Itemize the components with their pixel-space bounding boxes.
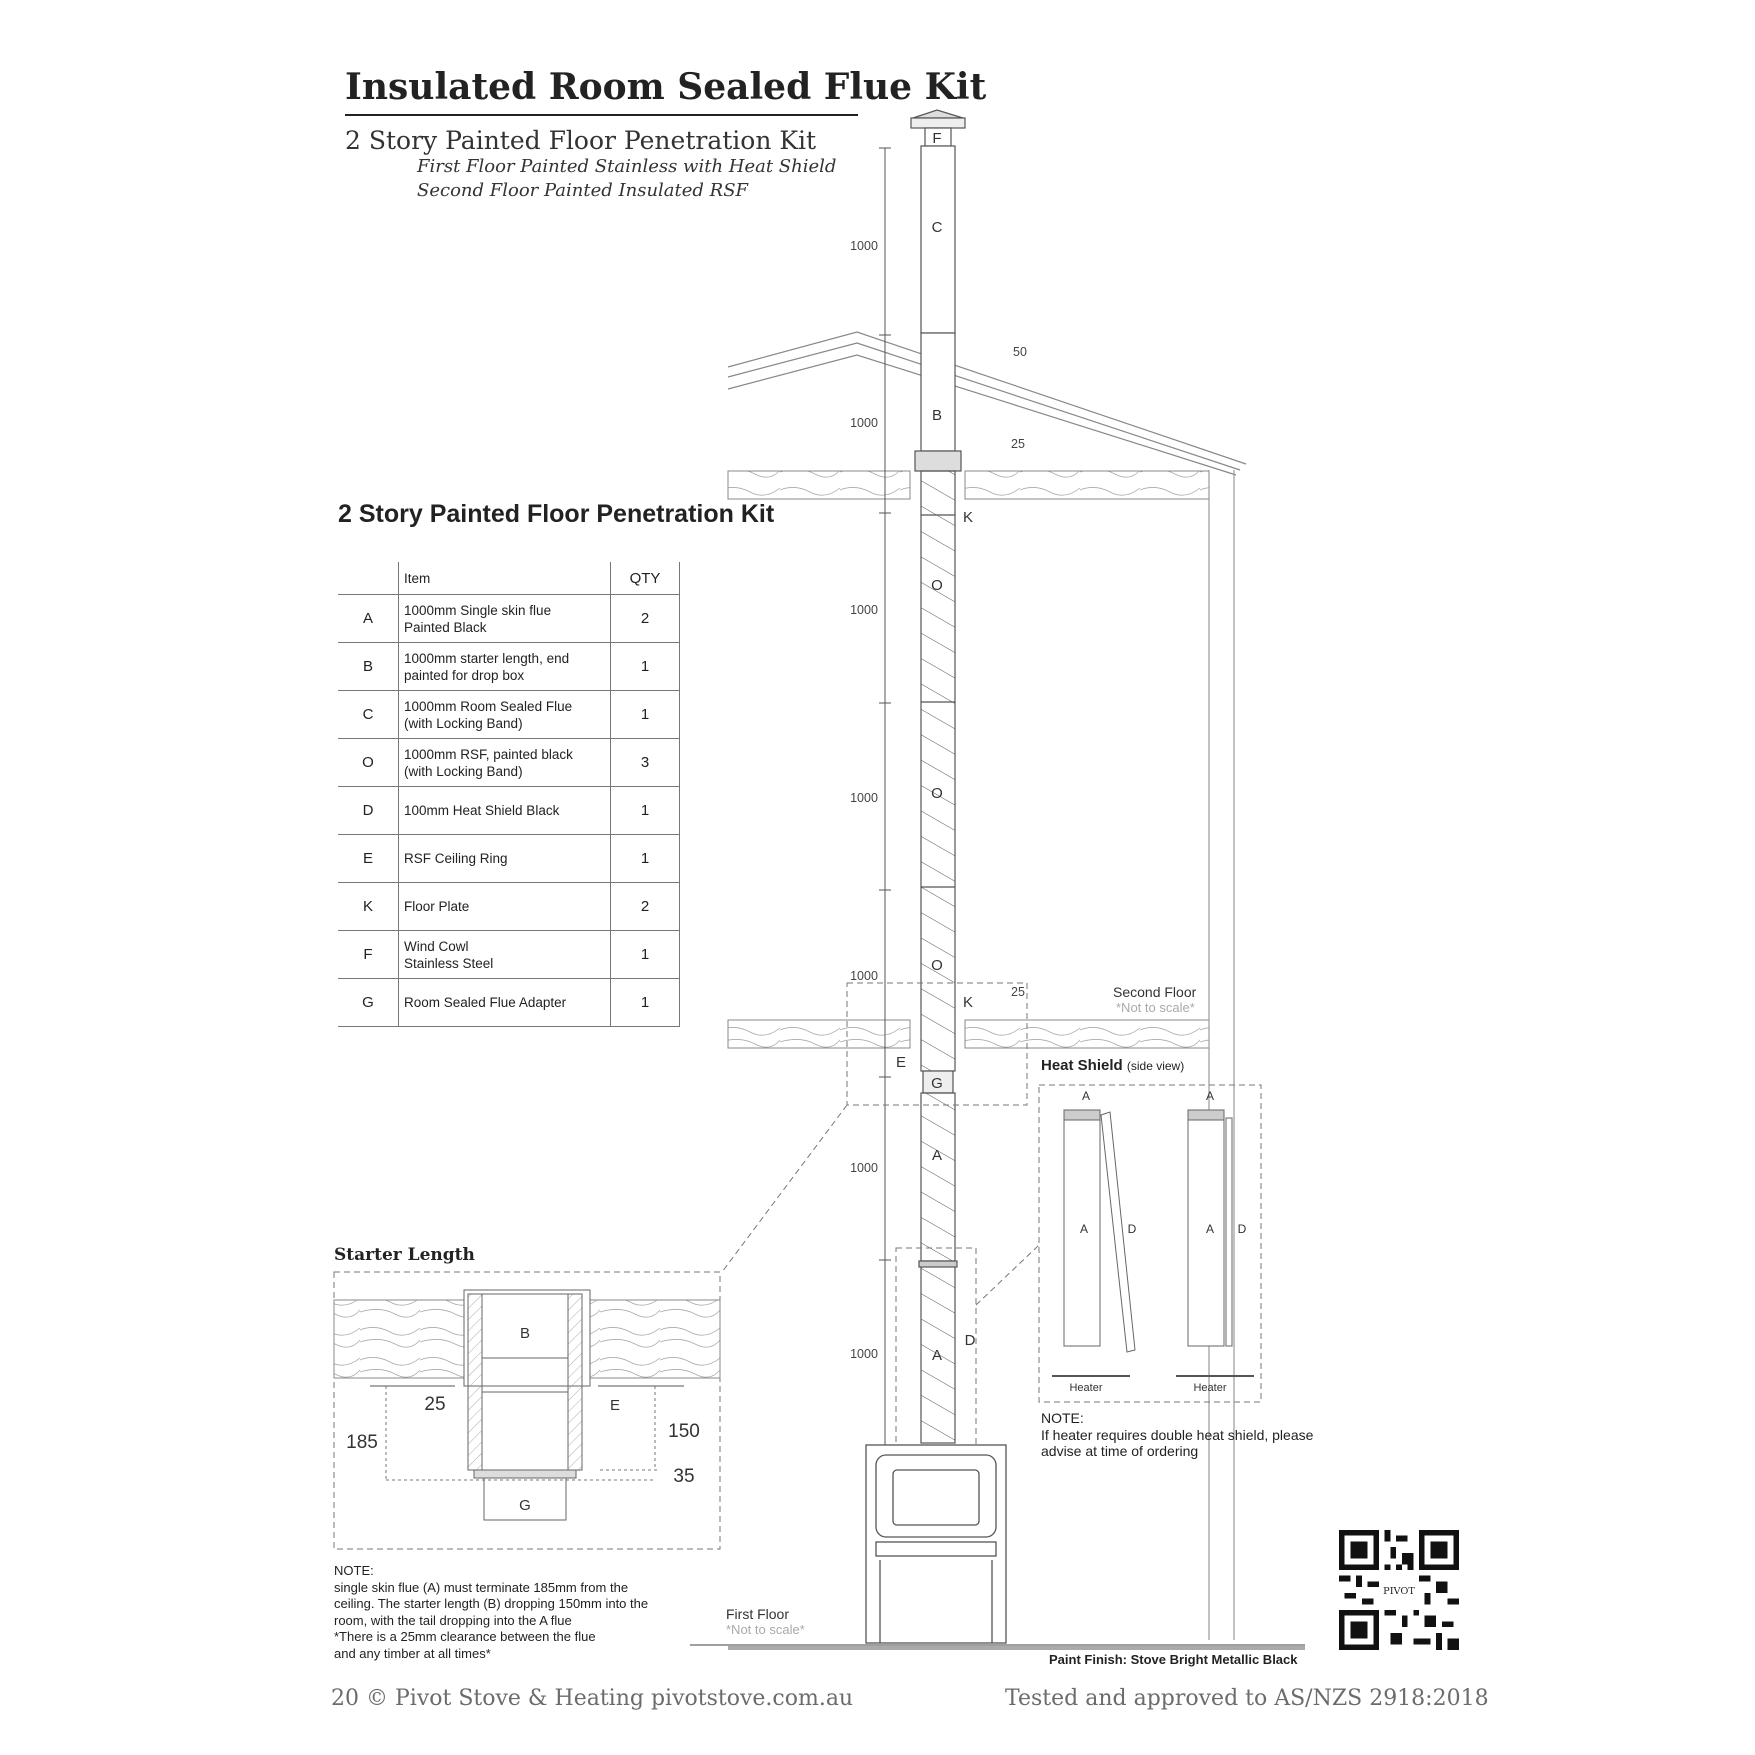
- kit-table: [338, 562, 680, 1027]
- label-K-top: K: [962, 509, 974, 526]
- roof: [728, 332, 1246, 475]
- flue-pipe: [911, 110, 965, 1443]
- first-floor-label: First Floor: [726, 1606, 789, 1622]
- row-code: C: [338, 691, 399, 739]
- row-item-line: Stainless Steel: [404, 955, 494, 971]
- second-floor-label: Second Floor: [1113, 984, 1197, 1000]
- row-item-line: painted for drop box: [404, 667, 525, 683]
- label-A-2: A: [931, 1347, 943, 1364]
- row-item-line: (with Locking Band): [404, 715, 523, 731]
- starter-note-line: single skin flue (A) must terminate 185mm from the: [334, 1579, 629, 1595]
- title-underline: [345, 114, 858, 116]
- starter-dim-35: 35: [673, 1466, 695, 1487]
- label-B: B: [931, 407, 943, 424]
- label-C: C: [931, 219, 943, 236]
- label-K-floor: K: [962, 994, 974, 1011]
- dim-1000-4: 1000: [850, 791, 878, 805]
- row-item-line: Floor Plate: [404, 899, 470, 914]
- qr-code-icon: [1339, 1530, 1459, 1650]
- heat-shield-view: (side view): [1126, 1059, 1185, 1073]
- row-qty: 1: [611, 835, 680, 883]
- hs-label-A-1: A: [1079, 1222, 1089, 1236]
- starter-note: [334, 1563, 694, 1662]
- starter-note-line: room, with the tail dropping into the A flue: [334, 1612, 572, 1628]
- hs-label-D-2: D: [1237, 1222, 1247, 1236]
- row-code: A: [338, 595, 399, 643]
- starter-label-G: G: [519, 1497, 531, 1514]
- table-row: [338, 595, 680, 643]
- footer-right: Tested and approved to AS/NZS 2918:2018: [1005, 1686, 1489, 1711]
- row-item-line: (with Locking Band): [404, 763, 523, 779]
- first-floor-scale: *Not to scale*: [726, 1622, 805, 1637]
- subtitle-line-1: First Floor Painted Stainless with Heat Shield: [417, 156, 837, 177]
- table-row: [338, 835, 680, 883]
- heat-shield-detail: [1039, 1085, 1261, 1402]
- label-A-1: A: [931, 1147, 943, 1164]
- starter-label-E: E: [609, 1397, 621, 1414]
- label-G: G: [931, 1075, 943, 1092]
- table-header-row: [338, 562, 680, 595]
- dim-50: 50: [1013, 345, 1027, 359]
- table-row: [338, 643, 680, 691]
- second-floor-joist: [728, 1020, 1209, 1048]
- label-O-1: O: [931, 577, 943, 594]
- heater-note-heading: NOTE:: [1041, 1410, 1084, 1426]
- starter-dim-150: 150: [668, 1421, 700, 1442]
- footer-left: 20 © Pivot Stove & Heating pivotstove.com.au: [331, 1686, 854, 1711]
- col-qty: QTY: [611, 562, 680, 595]
- heater-note-line: If heater requires double heat shield, please: [1041, 1426, 1314, 1443]
- row-item-line: 1000mm starter length, end: [404, 650, 570, 666]
- table-row: [338, 979, 680, 1027]
- heater-note-line: advise at time of ordering: [1041, 1443, 1199, 1459]
- row-qty: 1: [611, 787, 680, 835]
- row-code: D: [338, 787, 399, 835]
- hs-heater-1: Heater: [1069, 1382, 1103, 1394]
- dim-1000-5: 1000: [850, 969, 878, 983]
- paint-finish: Paint Finish: Stove Bright Metallic Black: [1049, 1652, 1298, 1667]
- hs-label-A-top-1: A: [1081, 1089, 1091, 1103]
- row-item: [399, 979, 611, 1027]
- dim-1000-3: 1000: [850, 603, 878, 617]
- table-row: [338, 883, 680, 931]
- row-item: [399, 691, 611, 739]
- page-subtitle: 2 Story Painted Floor Penetration Kit: [345, 126, 817, 155]
- row-item: [399, 835, 611, 883]
- second-floor-scale: *Not to scale*: [1116, 1000, 1195, 1015]
- row-qty: 1: [611, 979, 680, 1027]
- row-qty: 1: [611, 931, 680, 979]
- hs-heater-2: Heater: [1193, 1382, 1227, 1394]
- dim-25-floor: 25: [1011, 985, 1025, 999]
- col-item: Item: [399, 562, 611, 595]
- table-row: [338, 931, 680, 979]
- label-O-2: O: [931, 785, 943, 802]
- row-item: [399, 595, 611, 643]
- label-F: F: [932, 130, 942, 147]
- row-item-line: 1000mm Single skin flue: [404, 602, 552, 618]
- page-title: Insulated Room Sealed Flue Kit: [345, 66, 987, 108]
- heat-shield-title: [1041, 1057, 1184, 1074]
- label-D: D: [964, 1332, 976, 1349]
- starter-note-line: *There is a 25mm clearance between the flue: [334, 1629, 596, 1644]
- heat-shield-title-text: Heat Shield: [1041, 1057, 1123, 1074]
- row-code: F: [338, 931, 399, 979]
- kit-heading: 2 Story Painted Floor Penetration Kit: [338, 500, 775, 528]
- dim-1000-1: 1000: [850, 239, 878, 253]
- row-item: [399, 739, 611, 787]
- row-code: K: [338, 883, 399, 931]
- row-item-line: 1000mm Room Sealed Flue: [404, 698, 573, 714]
- table-row: [338, 739, 680, 787]
- row-qty: 3: [611, 739, 680, 787]
- table-row: [338, 787, 680, 835]
- hs-label-D-1: D: [1127, 1222, 1137, 1236]
- row-qty: 2: [611, 595, 680, 643]
- row-item-line: RSF Ceiling Ring: [404, 851, 508, 866]
- ceiling-joist: [728, 471, 1209, 499]
- starter-label-B: B: [519, 1325, 531, 1342]
- row-code: E: [338, 835, 399, 883]
- col-code: [338, 562, 399, 595]
- starter-length-title: Starter Length: [334, 1245, 475, 1265]
- dim-1000-6: 1000: [850, 1161, 878, 1175]
- row-qty: 1: [611, 691, 680, 739]
- starter-note-heading: NOTE:: [334, 1563, 374, 1578]
- table-row: [338, 691, 680, 739]
- dim-25-ceiling: 25: [1011, 437, 1025, 451]
- row-item: [399, 643, 611, 691]
- label-O-3: O: [931, 957, 943, 974]
- row-item: [399, 787, 611, 835]
- starter-dim-25: 25: [424, 1394, 446, 1415]
- dim-1000-7: 1000: [850, 1347, 878, 1361]
- qr-brand: PIVOT: [1383, 1586, 1415, 1597]
- starter-note-line: and any timber at all times*: [334, 1645, 491, 1661]
- row-code: B: [338, 643, 399, 691]
- row-item-line: Painted Black: [404, 619, 487, 635]
- stove: [866, 1445, 1006, 1643]
- row-qty: 1: [611, 643, 680, 691]
- row-item: [399, 883, 611, 931]
- hs-label-A-2: A: [1205, 1222, 1215, 1236]
- starter-dim-185: 185: [346, 1432, 378, 1453]
- row-item-line: 100mm Heat Shield Black: [404, 803, 560, 818]
- label-E: E: [895, 1054, 907, 1071]
- row-qty: 2: [611, 883, 680, 931]
- row-item-line: Room Sealed Flue Adapter: [404, 995, 567, 1010]
- heater-note: [1041, 1410, 1341, 1460]
- row-item: [399, 931, 611, 979]
- row-item-line: Wind Cowl: [404, 938, 469, 954]
- hs-label-A-top-2: A: [1205, 1089, 1215, 1103]
- subtitle-line-2: Second Floor Painted Insulated RSF: [417, 180, 749, 201]
- right-wall: [1209, 470, 1234, 1640]
- row-item-line: 1000mm RSF, painted black: [404, 746, 573, 762]
- starter-note-line: ceiling. The starter length (B) dropping 150mm into the: [334, 1596, 649, 1611]
- dim-1000-2: 1000: [850, 416, 878, 430]
- row-code: G: [338, 979, 399, 1027]
- row-code: O: [338, 739, 399, 787]
